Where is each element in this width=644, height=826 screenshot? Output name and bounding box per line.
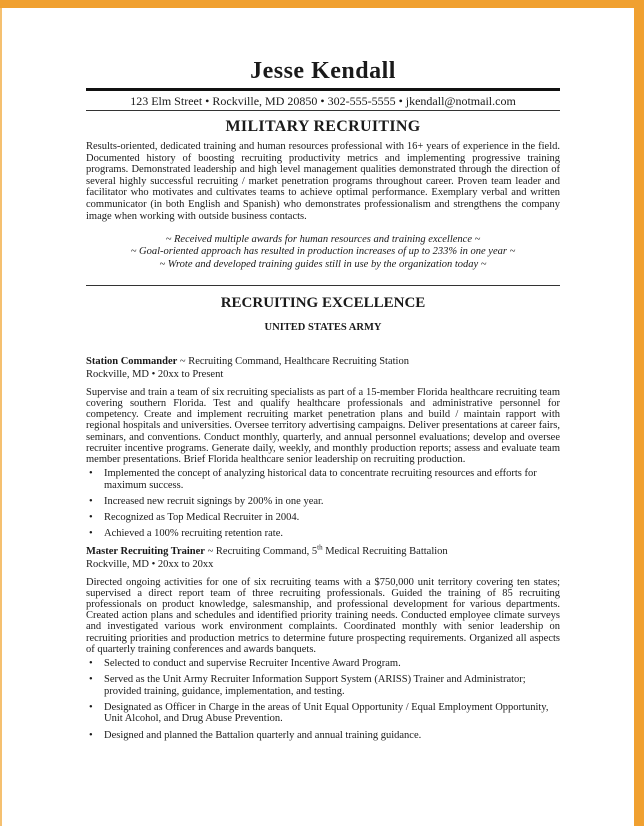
section-title: RECRUITING EXCELLENCE (220, 294, 426, 311)
highlight-item: ~ Goal-oriented approach has resulted in production increases of up to 233% in one year ~ (130, 246, 516, 258)
bullet-icon: • (89, 729, 93, 741)
achievement-list (86, 468, 560, 539)
job-organization: ~ Recruiting Command, Healthcare Recruiting Station (179, 355, 409, 367)
list-item (86, 528, 560, 540)
achievement-text: Selected to conduct and supervise Recruiter Incentive Award Program. (104, 658, 401, 670)
section-divider (86, 285, 560, 286)
achievement-text: Designated as Officer in Charge in the areas of Unit Equal Opportunity / Equal Employment Opportunity, Unit Alcohol, and Drug Abuse Prevention. (104, 701, 549, 725)
page-border-top (0, 0, 644, 8)
bullet-icon: • (89, 701, 93, 713)
job-organization-suffix: Medical Recruiting Battalion (322, 545, 448, 557)
resume-title: MILITARY RECRUITING (225, 118, 421, 135)
job-location-dates: Rockville, MD • 20xx to 20xx (86, 558, 214, 570)
achievement-text: Achieved a 100% recruiting retention rate. (104, 528, 284, 540)
job-description: Supervise and train a team of six recruiting specialists as part of a 15-member Florida healthcare recruiting team covering southern Florida. Test and qualify healthcare professionals and administrative personnel for competency. Create and implement recruiting market penetration plans and build / maintain rapport with regional hospitals and universities. Oversee territory advertising campaigns. Deliver presentations at career fairs, seminars, and conventions. Conduct monthly, quarterly, and annual personnel evaluations; develop and oversee recruiter incentive programs. Generate daily, weekly, and monthly production reports; assess and evaluate team member presentations. Brief Florida healthcare senior leadership on recruiting production. (86, 386, 560, 465)
achievement-text: Designed and planned the Battalion quarterly and annual training guidance. (104, 729, 422, 741)
bullet-icon: • (89, 468, 93, 480)
list-item (86, 658, 560, 670)
contact-divider (86, 110, 560, 111)
job-title: Master Recruiting Trainer (86, 545, 205, 557)
achievement-list (86, 658, 560, 741)
bullet-icon: • (89, 495, 93, 507)
achievement-text: Recognized as Top Medical Recruiter in 2004. (104, 511, 300, 523)
ordinal-suffix: th (317, 543, 323, 552)
job-description: Directed ongoing activities for one of six recruiting teams with a $750,000 unit territory covering ten states; supervised a direct report team of three recruiting professionals. Guided the training of 85 recruiting professionals on product knowledge, salesmanship, and professional development for various departments. Created action plans and schedules and identified priority training needs. Conducted employee climate surveys and investigated various work environment complaints. Coordinated monthly with senior leadership on recruiting priorities and production metrics to determine future prospecting requirements. Organized all aspects of quarterly training conferences and awards banquets. (86, 576, 560, 655)
name-divider (86, 88, 560, 91)
bullet-icon: • (89, 658, 93, 670)
job-location-dates: Rockville, MD • 20xx to Present (86, 368, 224, 380)
list-item (86, 674, 560, 697)
list-item (86, 468, 560, 491)
highlight-item: ~ Wrote and developed training guides still in use by the organization today ~ (159, 258, 487, 270)
bullet-icon: • (89, 674, 93, 686)
candidate-name: Jesse Kendall (250, 58, 396, 84)
bullet-icon: • (89, 511, 93, 523)
achievement-text: Increased new recruit signings by 200% in one year. (104, 495, 324, 507)
highlights (86, 234, 560, 271)
list-item (86, 702, 560, 725)
summary-paragraph: Results-oriented, dedicated training and human resources professional with 16+ years of experience in the field. Documented history of boosting recruiting productivity metrics and implementing progressive training programs. Demonstrated leadership and high level management qualities demonstrated through the direction of several highly successful recruiting / market penetration programs throughout career. Proven team leader and facilitator who motivates and cultivates teams to achieve optimal performance. Exemplary verbal and written communicator (in both English and Spanish) who demonstrates professionalism and strengthens the company image when working with outside business contacts. (86, 141, 560, 222)
list-item (86, 496, 560, 508)
job-title: Station Commander (86, 355, 178, 367)
page-border-left (0, 8, 2, 826)
employer-name: UNITED STATES ARMY (264, 321, 382, 333)
resume-page (86, 56, 560, 746)
job-heading (86, 543, 560, 558)
achievement-text: Implemented the concept of analyzing historical data to concentrate recruiting resources and efforts for maximum success. (104, 468, 537, 491)
job-heading (86, 356, 560, 368)
highlight-item: ~ Received multiple awards for human resources and training excellence ~ (165, 234, 481, 246)
list-item (86, 730, 560, 742)
achievement-text: Served as the Unit Army Recruiter Information Support System (ARISS) Trainer and Administrator; provided training, guidance, implementation, and testing. (104, 674, 526, 697)
page-border-right (634, 0, 644, 826)
bullet-icon: • (89, 528, 93, 540)
contact-info: 123 Elm Street • Rockville, MD 20850 • 302-555-5555 • jkendall@notmail.com (130, 94, 516, 108)
job-organization: ~ Recruiting Command, 5 (207, 545, 318, 557)
list-item (86, 512, 560, 524)
